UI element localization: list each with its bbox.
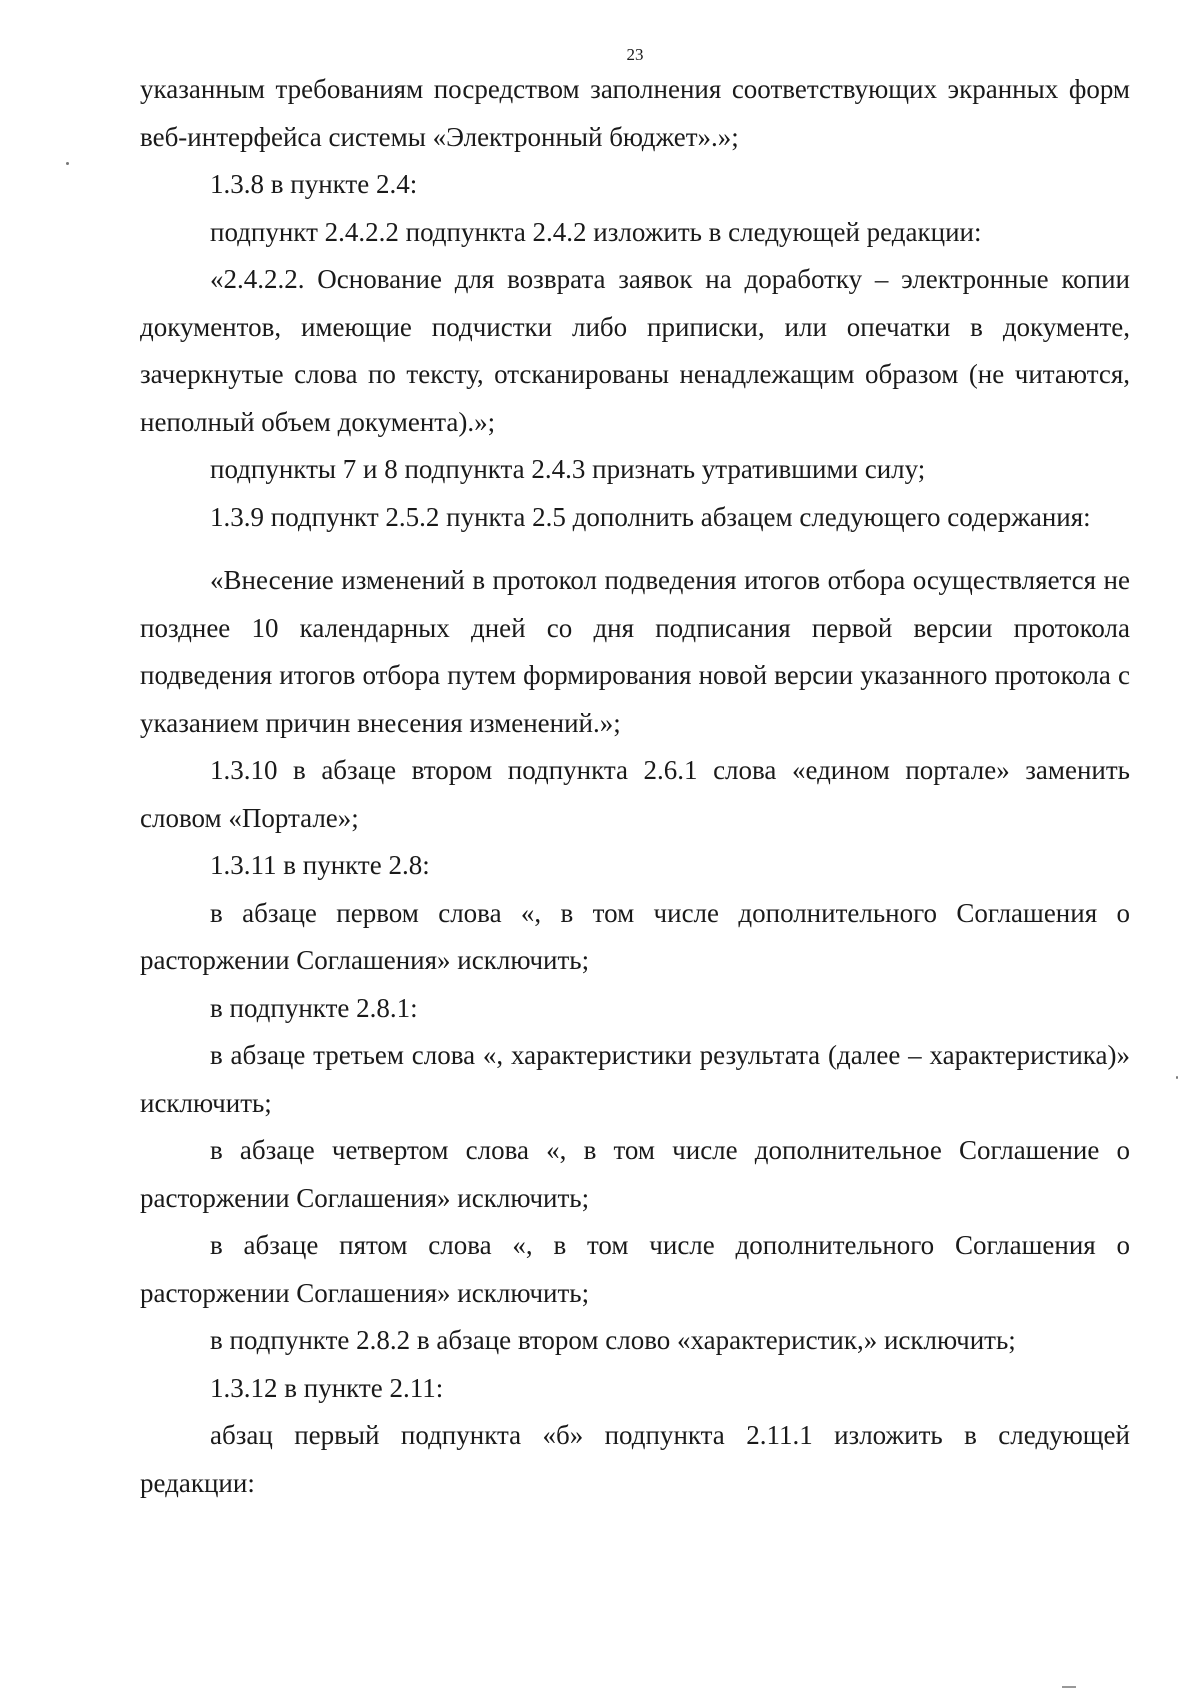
document-body xyxy=(140,66,1130,1507)
paragraph-continuation: указанным требованиям посредством заполнения соответствующих экранных форм веб-интерфейса системы «Электронный бюджет».»; xyxy=(140,74,1130,152)
scan-speck xyxy=(66,162,69,165)
paragraph: в абзаце пятом слова «, в том числе дополнительного Соглашения о расторжении Соглашения» исключить; xyxy=(140,1230,1130,1308)
paragraph-item-1-3-10: 1.3.10 в абзаце втором подпункта 2.6.1 слова «едином портале» заменить словом «Портале»; xyxy=(140,755,1130,833)
paragraph: в абзаце первом слова «, в том числе дополнительного Соглашения о расторжении Соглашения» исключить; xyxy=(140,897,1130,975)
paragraph: в абзаце третьем слова «, характеристики результата (далее – характеристика)» исключить; xyxy=(140,1040,1130,1118)
page-number: 23 xyxy=(626,45,644,64)
paragraph: в подпункте 2.8.1: xyxy=(210,992,418,1023)
paragraph-quote: «Внесение изменений в протокол подведения итогов отбора осуществляется не позднее 10 календарных дней со дня подписания первой версии протокола подведения итогов отбора путем формирования новой версии указанного протокола с указанием причин внесения изменений.»; xyxy=(140,565,1130,738)
paragraph: подпункты 7 и 8 подпункта 2.4.3 признать утратившими силу; xyxy=(210,454,926,484)
paragraph-item-1-3-9: 1.3.9 подпункт 2.5.2 пункта 2.5 дополнить абзацем следующего содержания: xyxy=(210,501,1091,532)
paragraph: в подпункте 2.8.2 в абзаце втором слово «характеристик,» исключить; xyxy=(210,1325,1016,1355)
paragraph-quote: «2.4.2.2. Основание для возврата заявок на доработку – электронные копии документов, имеющие подчистки либо приписки, или опечатки в документе, зачеркнутые слова по тексту, отсканированы ненадлежащим образом (не читаются, неполный объем документа).»; xyxy=(140,264,1130,437)
paragraph: в абзаце четвертом слова «, в том числе дополнительное Соглашение о расторжении Соглашения» исключить; xyxy=(140,1135,1130,1213)
scan-speck xyxy=(1176,1076,1178,1079)
paragraph-item-1-3-12: 1.3.12 в пункте 2.11: xyxy=(210,1372,444,1403)
paragraph: абзац первый подпункта «б» подпункта 2.11.1 изложить в следующей редакции: xyxy=(140,1420,1130,1498)
paragraph: подпункт 2.4.2.2 подпункта 2.4.2 изложить в следующей редакции: xyxy=(210,216,982,247)
scan-speck xyxy=(1062,1686,1076,1688)
paragraph-item-1-3-11: 1.3.11 в пункте 2.8: xyxy=(210,850,430,880)
paragraph-item-1-3-8: 1.3.8 в пункте 2.4: xyxy=(210,169,418,199)
